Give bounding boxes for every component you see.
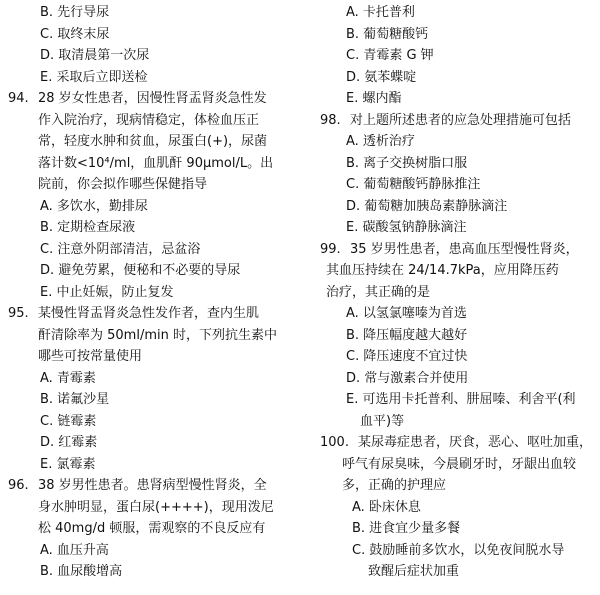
q97-option-e: E. 螺内酯	[346, 91, 402, 106]
q93-option-c: C. 取终末尿	[40, 26, 110, 42]
q96-option-a: A. 血压升高	[40, 542, 109, 558]
q94-stem-line: 常，轻度水肿和贫血，尿蛋白(+)，尿菌	[38, 134, 268, 149]
q98-option-b: B. 离子交换树脂口服	[346, 155, 468, 171]
q100-option-a: A. 卧床休息	[352, 499, 421, 515]
q94-stem-text: 28 岁女性患者，因慢性肾盂肾炎急性发	[38, 91, 267, 106]
q95-option-c: C. 链霉素	[40, 413, 97, 429]
q95-stem-line: 酐清除率为 50ml/min 时，下列抗生素中	[38, 327, 277, 343]
q97-option-c: C. 青霉素 G 钾	[346, 48, 434, 63]
q96-stem-line: 松 40mg/d 顿服，需观察的不良反应有	[38, 521, 266, 536]
q100-stem-line: 多，正确的护理应	[342, 478, 447, 493]
q95-option-a: A. 青霉素	[40, 370, 96, 386]
q93-option-b: B. 先行导尿	[40, 5, 110, 20]
q96-stem-line: 身水肿明显，蛋白尿(++++)，现用泼尼	[38, 499, 274, 515]
right-column	[320, 2, 596, 583]
q99-option-b: B. 降压幅度越大越好	[346, 327, 468, 343]
q94-number: 94.	[8, 91, 29, 106]
q95-option-b: B. 诺氟沙星	[40, 392, 110, 407]
q100-stem-text: 某尿毒症患者，厌食，恶心、呕吐加重，	[358, 435, 593, 450]
left-column	[8, 2, 304, 583]
q94-stem-line	[8, 88, 304, 110]
q100-stem-line: 呼气有尿臭味，今晨刷牙时，牙龈出血较	[342, 456, 577, 472]
q97-option-d: D. 氨苯蝶啶	[346, 69, 417, 85]
q98-number: 98.	[320, 112, 341, 128]
q95-number: 95.	[8, 306, 29, 321]
q95-option-d: D. 红霉素	[40, 435, 98, 450]
q94-option-d: D. 避免劳累，便秘和不必要的导尿	[40, 263, 241, 278]
q95-stem-line	[8, 303, 304, 325]
q99-option-e-continuation: 血平)等	[360, 413, 405, 429]
q98-option-a: A. 透析治疗	[346, 134, 415, 149]
q99-option-e: E. 可选用卡托普利、肼屈嗪、利舍平(利	[346, 392, 576, 407]
q100-option-c-continuation: 致醒后症状加重	[368, 564, 460, 579]
q98-option-e: E. 碳酸氢钠静脉滴注	[346, 220, 467, 235]
q99-number: 99.	[320, 241, 341, 257]
q94-stem-line: 落计数<10⁴/ml，血肌酐 90μmol/L。出	[38, 155, 274, 171]
q95-option-e: E. 氯霉素	[40, 456, 96, 472]
q98-option-c: C. 葡萄糖酸钙静脉推注	[346, 177, 481, 192]
q94-option-b: B. 定期检查尿液	[40, 220, 136, 235]
q95-stem-line: 哪些可按常量使用	[38, 349, 143, 364]
q99-stem-text: 35 岁男性患者，患高血压型慢性肾炎，	[350, 241, 579, 257]
q96-number: 96.	[8, 478, 29, 493]
q95-stem-text: 某慢性肾盂肾炎急性发作者，查内生肌	[38, 306, 260, 321]
q94-stem-line: 作入院治疗，现病情稳定，体检血压正	[38, 112, 260, 128]
q94-option-a: A. 多饮水，勤排尿	[40, 198, 148, 214]
q100-stem-line	[320, 432, 596, 454]
q100-number: 100.	[320, 435, 349, 450]
q99-option-c: C. 降压速度不宜过快	[346, 349, 468, 364]
q97-option-b: B. 葡萄糖酸钙	[346, 26, 429, 42]
q98-stem-text: 对上题所述患者的应急处理措施可包括	[350, 112, 572, 128]
q99-stem-line: 其血压持续在 24/14.7kPa，应用降压药	[326, 263, 559, 278]
q96-option-b: B. 血尿酸增高	[40, 564, 123, 579]
q100-option-b: B. 进食宜少量多餐	[352, 521, 461, 536]
q93-option-d: D. 取清晨第一次尿	[40, 48, 150, 63]
q99-option-a: A. 以氢氯噻嗪为首选	[346, 306, 467, 321]
q94-stem-line: 院前，你会拟作哪些保健指导	[38, 177, 208, 192]
q97-option-a: A. 卡托普利	[346, 5, 415, 20]
q96-stem-text: 38 岁男性患者。患肾病型慢性肾炎，全	[38, 478, 267, 493]
q96-stem-line	[8, 475, 304, 497]
q100-option-c: C. 鼓励睡前多饮水，以免夜间脱水导	[352, 542, 565, 558]
q93-option-e: E. 采取后立即送检	[40, 69, 148, 85]
q98-option-d: D. 葡萄糖加胰岛素静脉滴注	[346, 198, 508, 214]
q99-option-d: D. 常与激素合并使用	[346, 370, 469, 386]
q94-option-c: C. 注意外阴部清洁，忌盆浴	[40, 241, 201, 257]
q98-stem-line	[320, 110, 596, 132]
q94-option-e: E. 中止妊娠，防止复发	[40, 284, 174, 300]
q99-stem-line: 治疗，其正确的是	[326, 284, 431, 300]
q99-stem-line	[320, 239, 596, 261]
